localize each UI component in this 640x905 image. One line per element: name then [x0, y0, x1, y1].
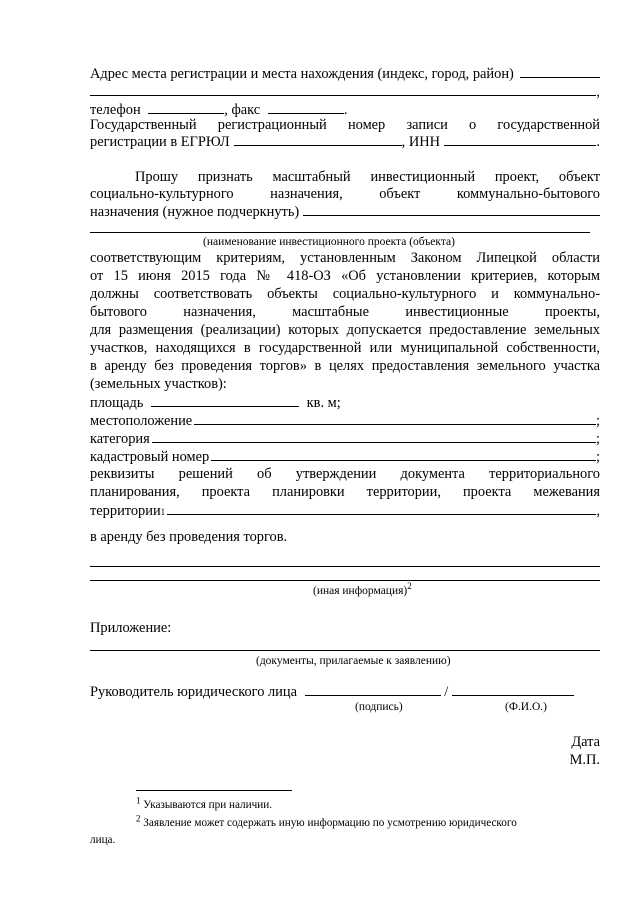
address-line [90, 64, 600, 83]
fax-label: , факс [224, 102, 261, 118]
project-name-field[interactable] [303, 202, 600, 216]
area-label: площадь [90, 395, 144, 411]
request-line-2: социально-культурного назначения, объект коммунально-бытового [90, 186, 600, 202]
other-info-field-1[interactable] [90, 566, 600, 567]
address-field[interactable] [520, 64, 600, 78]
phone-fax-end: . [343, 102, 348, 118]
attachment-label: Приложение: [90, 620, 172, 636]
area-field[interactable] [151, 393, 299, 407]
inn-end: . [596, 134, 600, 150]
body-line-8: (земельных участков): [90, 376, 227, 392]
other-info-caption-text: (иная информация) [313, 585, 408, 597]
signature-slash: / [444, 684, 449, 700]
project-name-field-2[interactable] [90, 232, 590, 233]
ogrn-field[interactable] [234, 132, 402, 146]
inn-field[interactable] [444, 132, 596, 146]
category-line [90, 429, 600, 448]
footnote-ref-2: 2 [407, 581, 412, 592]
address-line-end: , [596, 84, 600, 100]
category-end: ; [596, 431, 600, 447]
location-field[interactable] [194, 411, 596, 425]
rekv-label: территории [90, 503, 161, 519]
address-field-2[interactable] [90, 82, 596, 96]
date-label: Дата [571, 734, 600, 750]
attachment-caption: (документы, прилагаемые к заявлению) [256, 655, 451, 667]
category-label: категория [90, 431, 150, 447]
full-name-field[interactable] [452, 682, 574, 696]
other-info-field-2[interactable] [90, 580, 600, 581]
footnote-2-text: Заявление может содержать иную информацию по усмотрению юридического [143, 817, 517, 829]
rekv-line-2: планирования, проекта планировки территории, проекта межевания [90, 484, 600, 500]
name-caption: (Ф.И.О.) [505, 701, 547, 713]
seal-label: М.П. [569, 752, 600, 768]
body-line-3: должны соответствовать объекты социально-культурного и коммунально- [90, 286, 600, 302]
lease-text: в аренду без проведения торгов. [90, 529, 288, 545]
request-line-1: Прошу признать масштабный инвестиционный проект, объект [135, 169, 600, 185]
address-line-2 [90, 82, 600, 101]
footnote-1 [136, 797, 600, 813]
sign-caption: (подпись) [355, 701, 403, 713]
ogrn-line-2 [90, 132, 600, 151]
body-line-1: соответствующим критериям, установленным Законом Липецкой области [90, 250, 600, 266]
body-line-2: от 15 июня 2015 года № 418-ОЗ «Об установлении критериев, которым [90, 268, 600, 284]
footnote-2-num: 2 [136, 813, 141, 824]
body-line-7: в аренду без проведения торгов» в целях предоставления земельного участка [90, 358, 600, 374]
location-label: местоположение [90, 413, 193, 429]
area-unit: кв. м; [306, 395, 341, 411]
cadastral-label: кадастровый номер [90, 449, 210, 465]
signature-line [90, 682, 600, 701]
body-line-6: участков, находящихся в государственной или муниципальной собственности, [90, 340, 600, 356]
footnote-2-cont: лица. [90, 834, 116, 846]
ogrn-label: регистрации в ЕГРЮЛ [90, 134, 230, 150]
request-line-3 [90, 202, 600, 221]
location-end: ; [596, 413, 600, 429]
footnote-separator [136, 790, 292, 791]
rekv-line-1: реквизиты решений об утверждении документа территориального [90, 466, 600, 482]
request-line-3-text: назначения (нужное подчеркнуть) [90, 204, 300, 220]
fax-field[interactable] [268, 100, 344, 114]
phone-label: телефон [90, 102, 141, 118]
inn-label: , ИНН [401, 134, 441, 150]
body-line-4: бытового назначения, масштабные инвестиционные проекты, [90, 304, 600, 320]
body-line-5: для размещения (реализации) которых допускается предоставление земельных [90, 322, 600, 338]
signature-field[interactable] [305, 682, 441, 696]
footnote-1-text: Указываются при наличии. [143, 799, 273, 811]
attachment-field[interactable] [90, 650, 600, 651]
ogrn-line-1: Государственный регистрационный номер записи о государственной [90, 117, 600, 133]
footnote-1-num: 1 [136, 795, 141, 806]
signature-label: Руководитель юридического лица [90, 684, 297, 700]
project-caption: (наименование инвестиционного проекта (объекта) [203, 236, 455, 248]
cadastral-end: ; [596, 449, 600, 465]
cadastral-field[interactable] [211, 447, 596, 461]
rekv-end: , [596, 503, 600, 519]
category-field[interactable] [152, 429, 596, 443]
cadastral-line [90, 447, 600, 466]
footnote-2 [136, 815, 600, 831]
other-info-caption [313, 581, 412, 598]
rekv-field[interactable] [167, 501, 596, 515]
location-line [90, 411, 600, 430]
phone-field[interactable] [148, 100, 224, 114]
address-label: Адрес места регистрации и места нахождения (индекс, город, район) [90, 66, 514, 82]
area-line [90, 393, 600, 412]
rekv-line-3: территории 1 , [90, 503, 600, 519]
